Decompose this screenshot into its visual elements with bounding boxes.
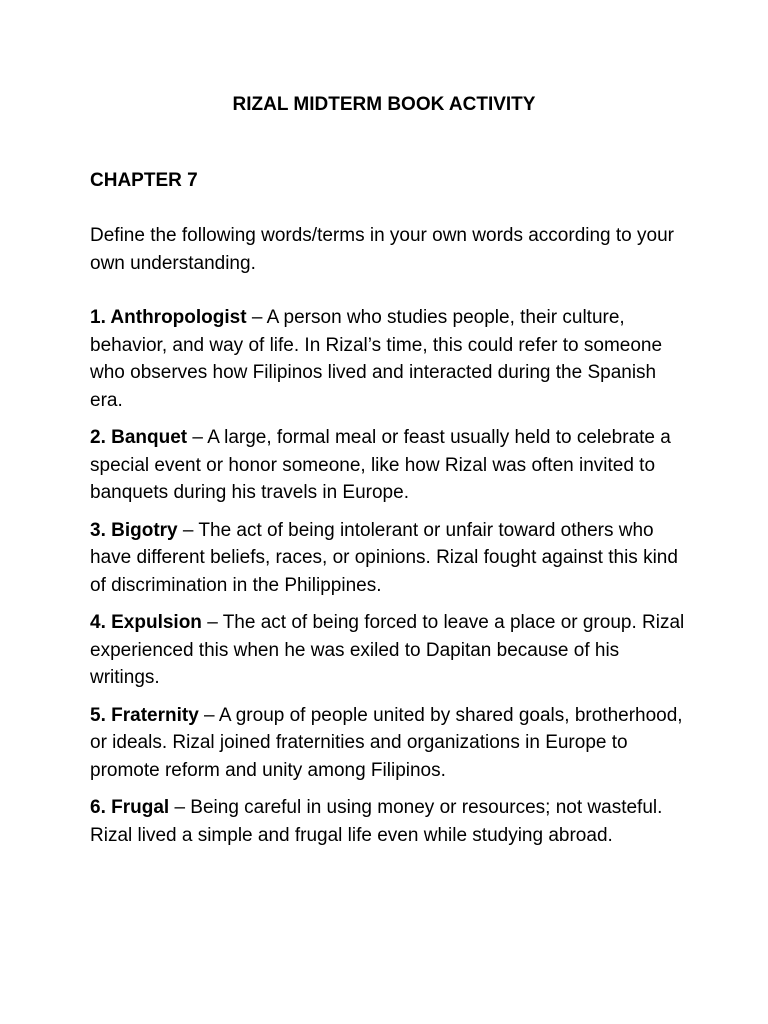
definition-item: [90, 794, 690, 849]
document-title: RIZAL MIDTERM BOOK ACTIVITY: [232, 94, 536, 115]
instructions-paragraph: Define the following words/terms in your own words according to your own understanding.: [90, 225, 674, 274]
definition-term: 3. Bigotry: [90, 519, 178, 541]
definition-item: [90, 304, 690, 414]
chapter-heading: CHAPTER 7: [90, 170, 198, 191]
definition-item: [90, 424, 690, 507]
definition-term: 4. Expulsion: [90, 612, 202, 633]
definition-text: – The act of being forced to leave a place or group. Rizal experienced this when he was exiled to Dapitan because of his writings.: [90, 612, 685, 688]
definition-item: [90, 517, 690, 600]
definition-item: [90, 702, 690, 785]
definition-term: 1. Anthropologist: [90, 307, 247, 328]
definitions-list: [90, 304, 690, 859]
definition-text: – The act of being intolerant or unfair toward others who have different beliefs, races, or opinions. Rizal fought against this kind of discrimination in the Philippines.: [90, 519, 678, 596]
definition-item: [90, 609, 690, 692]
definition-term: 6. Frugal: [90, 797, 170, 818]
definition-text: – A group of people united by shared goals, brotherhood, or ideals. Rizal joined fraternities and organizations in Europe to promote reform and unity among Filipinos.: [90, 704, 683, 781]
definition-term: 5. Fraternity: [90, 704, 199, 726]
definition-term: 2. Banquet: [90, 427, 188, 448]
definition-text: – A large, formal meal or feast usually held to celebrate a special event or honor someone, like how Rizal was often invited to banquets during his travels in Europe.: [90, 427, 671, 503]
definition-text: – Being careful in using money or resources; not wasteful. Rizal lived a simple and frugal life even while studying abroad.: [90, 797, 663, 846]
definition-text: – A person who studies people, their culture, behavior, and way of life. In Rizal’s time, this could refer to someone who observes how Filipinos lived and interacted during the Spanish era.: [90, 307, 663, 411]
